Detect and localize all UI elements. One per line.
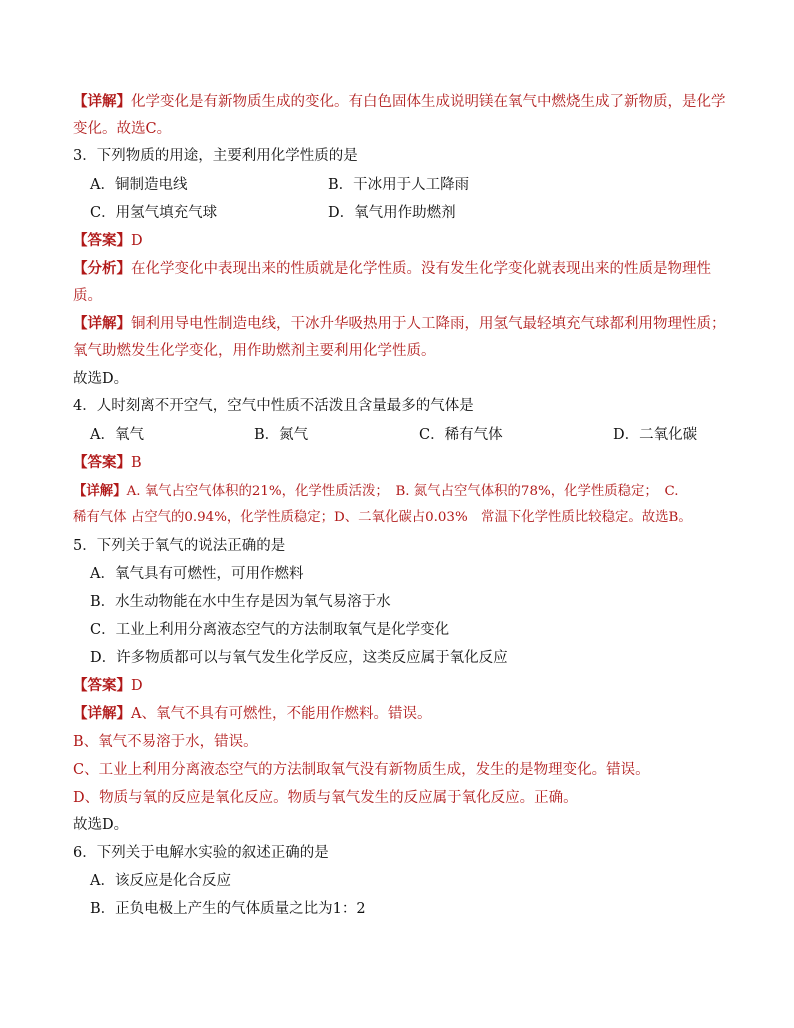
q5-option-d: D．许多物质都可以与氧气发生化学反应，这类反应属于氧化反应 [90, 650, 508, 666]
answer-label: 【答案】 [73, 454, 131, 471]
q3-stem: 3．下列物质的用途，主要利用化学性质的是 [73, 148, 358, 164]
answer-label: 【答案】 [73, 232, 131, 249]
q3-analysis-line2: 质。 [73, 288, 102, 304]
q4-option-a: A．氧气 [90, 427, 144, 443]
q3-answer: 【答案】D [73, 232, 143, 249]
q3-explanation-line1: 【详解】铜利用导电性制造电线，干冰升华吸热用于人工降雨，用氢气最轻填充气球都利用物理性质； [73, 315, 726, 332]
q4-option-b: B．氮气 [254, 427, 309, 443]
q2-explanation-line1: 【详解】化学变化是有新物质生成的变化。有白色固体生成说明镁在氧气中燃烧生成了新物质，是化学 [73, 93, 726, 110]
q3-option-a: A．铜制造电线 [90, 177, 188, 193]
explanation-label: 【详解】 [73, 705, 131, 722]
q6-option-b: B．正负电极上产生的气体质量之比为1：2 [90, 901, 366, 917]
q5-answer: 【答案】D [73, 677, 143, 694]
q2-explanation-line2: 变化。故选C。 [73, 121, 172, 137]
q4-stem: 4．人时刻离不开空气，空气中性质不活泼且含量最多的气体是 [73, 398, 474, 414]
q6-option-a: A．该反应是化合反应 [90, 873, 231, 889]
q4-option-d: D．二氧化碳 [613, 427, 698, 443]
q6-stem: 6．下列关于电解水实验的叙述正确的是 [73, 845, 329, 861]
explanation-label: 【详解】 [73, 93, 131, 110]
q4-explanation-line2: 稀有气体 占空气的0.94%，化学性质稳定；D、二氧化碳占0.03% 常温下化学性质比较稳定。故选B。 [73, 510, 692, 525]
explanation-label: 【详解】 [73, 483, 127, 499]
q5-option-a: A．氧气具有可燃性，可用作燃料 [90, 566, 304, 582]
q3-analysis-line1: 【分析】在化学变化中表现出来的性质就是化学性质。没有发生化学变化就表现出来的性质是物理性 [73, 260, 711, 277]
q4-explanation-line1: 【详解】A. 氧气占空气体积的21%，化学性质活泼； B. 氮气占空气体积的78%，化学性质稳定； C. [73, 483, 679, 499]
q5-conclusion: 故选D。 [73, 817, 129, 833]
q3-conclusion: 故选D。 [73, 371, 129, 387]
q5-explanation-d: D、物质与氧的反应是氧化反应。物质与氧气发生的反应属于氧化反应。正确。 [73, 790, 578, 806]
q5-stem: 5．下列关于氧气的说法正确的是 [73, 538, 286, 554]
q3-explanation-line2: 氧气助燃发生化学变化，用作助燃剂主要利用化学性质。 [73, 343, 436, 359]
explanation-label: 【详解】 [73, 315, 131, 332]
answer-label: 【答案】 [73, 677, 131, 694]
q5-option-c: C．工业上利用分离液态空气的方法制取氧气是化学变化 [90, 622, 450, 638]
q3-option-b: B．干冰用于人工降雨 [328, 177, 470, 193]
q3-option-c: C．用氢气填充气球 [90, 205, 218, 221]
q5-explanation-c: C、工业上利用分离液态空气的方法制取氧气没有新物质生成，发生的是物理变化。错误。 [73, 762, 650, 778]
q5-option-b: B．水生动物能在水中生存是因为氧气易溶于水 [90, 594, 391, 610]
q4-option-c: C．稀有气体 [419, 427, 503, 443]
q3-option-d: D．氧气用作助燃剂 [328, 205, 456, 221]
analysis-label: 【分析】 [73, 260, 131, 277]
q5-explanation-a: 【详解】A、氧气不具有可燃性，不能用作燃料。错误。 [73, 705, 432, 722]
q5-explanation-b: B、氧气不易溶于水，错误。 [73, 734, 258, 750]
q4-answer: 【答案】B [73, 454, 142, 471]
